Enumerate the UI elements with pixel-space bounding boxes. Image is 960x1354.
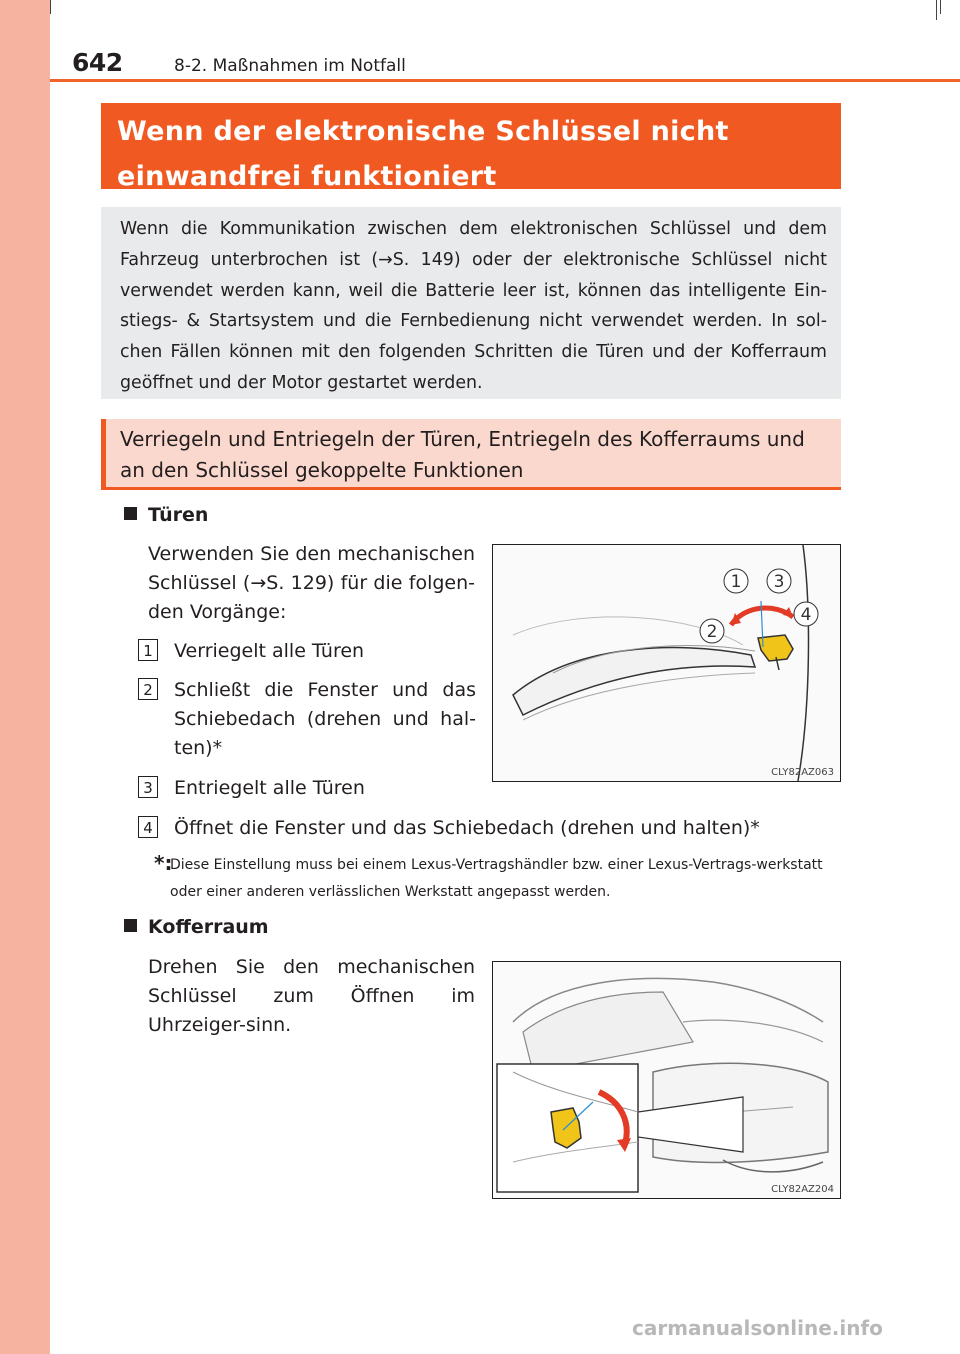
watermark: carmanualsonline.info	[632, 1316, 883, 1340]
door-handle-illustration	[493, 545, 840, 781]
footnote-text: Diese Einstellung muss bei einem Lexus-Vertragshändler bzw. einer Lexus-Vertrags-werkstatt oder einer anderen verlässlichen Werkstatt angepasst werden.	[170, 857, 823, 900]
square-bullet-icon	[124, 507, 137, 520]
chapter-title: 8-2. Maßnahmen im Notfall	[174, 56, 406, 76]
trunk-figure	[492, 961, 841, 1199]
step-text: Verriegelt alle Türen	[174, 640, 365, 662]
header-rule	[50, 79, 960, 82]
footnote-mark: *:	[154, 851, 173, 875]
step-number: 4	[138, 816, 158, 838]
intro-text: Wenn die Kommunikation zwischen dem elektronischen Schlüssel und dem Fahrzeug unterbrochen ist (→S. 149) oder der elektronische Schlüssel nicht verwendet werden kann, weil die Batterie leer ist, können das intelligente Ein-stiegs- & Startsystem und die Fernbedienung nicht verwendet werden. In sol-chen Fällen können mit den folgenden Schritten die Türen und der Kofferraum geöffnet und der Motor gestartet werden.	[120, 219, 827, 393]
crop-mark	[936, 0, 937, 20]
sidebar-tab	[0, 0, 50, 1354]
figure-label-2: 2	[706, 622, 718, 642]
step-number: 2	[138, 678, 158, 700]
figure-code: CLY82AZ063	[771, 767, 834, 778]
intro-box	[101, 207, 841, 399]
section-title: Wenn der elektronische Schlüssel nicht einwandfrei funktioniert	[117, 116, 729, 192]
crop-mark	[940, 0, 941, 14]
subheading-box	[101, 419, 841, 490]
crop-mark	[50, 0, 51, 14]
step-text: Öffnet die Fenster und das Schiebedach (drehen und halten)*	[174, 817, 760, 839]
figure-label-3: 3	[773, 572, 785, 592]
step-text: Schließt die Fenster und das Schiebedach (drehen und hal-ten)*	[174, 679, 476, 759]
trunk-illustration	[493, 962, 840, 1198]
subheading: Verriegeln und Entriegeln der Türen, Entriegeln des Kofferraums und an den Schlüssel gekoppelte Funktionen	[120, 427, 805, 482]
doors-text: Verwenden Sie den mechanischen Schlüssel (→S. 129) für die folgen-den Vorgänge:	[148, 543, 475, 623]
figure-label-1: 1	[730, 572, 742, 592]
trunk-heading: Kofferraum	[124, 916, 269, 938]
trunk-text: Drehen Sie den mechanischen Schlüssel zum Öffnen im Uhrzeiger-sinn.	[148, 956, 475, 1036]
door-handle-figure	[492, 544, 841, 782]
page-number: 642	[72, 48, 123, 77]
doors-heading: Türen	[124, 504, 208, 526]
step-number: 1	[138, 639, 158, 661]
step-text: Entriegelt alle Türen	[174, 777, 365, 799]
title-banner	[101, 103, 841, 192]
square-bullet-icon	[124, 919, 137, 932]
step-number: 3	[138, 776, 158, 798]
figure-code: CLY82AZ204	[771, 1184, 834, 1195]
figure-label-4: 4	[800, 605, 812, 625]
